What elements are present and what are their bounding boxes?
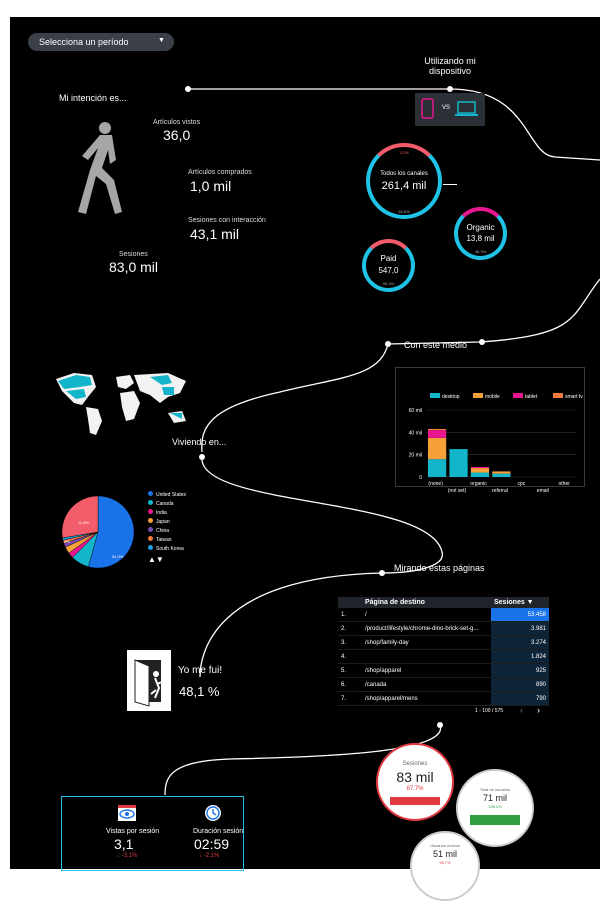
legend-swatch [148, 500, 153, 505]
row-index: 2. [338, 622, 362, 636]
row-sessions: 890 [491, 678, 549, 692]
legend-label: smart tv [565, 394, 583, 400]
total-users-pct: 135,0% [488, 804, 502, 809]
landing-pages-table [338, 597, 549, 715]
all-channels-pct-top: 3,2% [399, 150, 409, 155]
bar-mobile [492, 471, 510, 473]
legend-label: South Korea [156, 546, 184, 552]
session-duration-value: 02:59 [194, 836, 230, 852]
y-tick-label: 60 mil [408, 408, 422, 414]
period-dropdown[interactable] [28, 33, 174, 51]
legend-pager-buttons[interactable]: ▲▼ [148, 555, 164, 564]
sessions-circle-value: 83 mil [396, 769, 434, 785]
legend-item [148, 536, 186, 545]
medium-chart-panel [395, 367, 585, 494]
eye-icon [118, 805, 136, 821]
y-tick-label: 0 [419, 475, 422, 481]
row-landing-page: /canada [362, 678, 491, 692]
legend-label: desktop [442, 394, 460, 400]
paid-value: 547,0 [378, 266, 399, 275]
exit-door-icon [127, 650, 171, 711]
device-vs-label: VS [442, 105, 451, 111]
row-sessions: 3.981 [491, 622, 549, 636]
pages-title: Mirando estas páginas [394, 563, 485, 573]
row-landing-page [362, 650, 491, 664]
bar-desktop [471, 473, 489, 477]
session-duration-label: Duración sesión [193, 828, 244, 835]
col-index [338, 597, 362, 608]
sessions-value: 83,0 mil [109, 259, 159, 275]
y-tick-label: 40 mil [408, 430, 422, 437]
pie-label-other: 11,6% [78, 520, 90, 525]
bar-tablet [471, 467, 489, 468]
intent-title: Mi intención es... [59, 93, 127, 103]
pie-label-main: 54,3% [112, 554, 124, 559]
organic-circle [454, 207, 507, 260]
row-landing-page: / [362, 608, 491, 622]
new-users-label: Usuarios nuevos [430, 843, 460, 848]
row-index: 1. [338, 608, 362, 622]
organic-value: 13,8 mil [466, 234, 495, 243]
x-tick-label: email [536, 488, 549, 494]
row-sessions: 53.458 [491, 608, 549, 622]
top-strip [0, 0, 610, 17]
legend-swatch [148, 491, 153, 496]
row-sessions: 1.824 [491, 650, 549, 664]
organic-pct: 48,3% [474, 249, 487, 254]
pagination-range: 1 - 100 / 575 [475, 708, 504, 714]
device-title-line1: Utilizando mi [424, 56, 476, 66]
legend-item [148, 545, 186, 554]
medium-bar-chart [396, 368, 584, 494]
new-users-circle [410, 831, 480, 901]
row-index: 7. [338, 692, 362, 706]
sessions-circle-pct: 87,7% [406, 786, 424, 792]
device-compare-card [415, 93, 485, 126]
legend-swatch [473, 393, 483, 398]
pie-label-small: 5% [64, 539, 70, 544]
all-channels-pct-bottom: 63,6% [398, 209, 410, 214]
table-row[interactable] [338, 692, 549, 706]
world-map [50, 367, 200, 439]
engagement-kpi-box [61, 796, 244, 871]
sessions-progress-bar [390, 797, 440, 805]
row-index: 6. [338, 678, 362, 692]
new-users-value: 51 mil [432, 849, 457, 859]
legend-label: Canada [156, 501, 174, 507]
prev-page-button[interactable]: ‹ [520, 705, 523, 715]
sessions-label: Sesiones [119, 251, 148, 258]
location-title: Viviendo en... [172, 437, 227, 447]
paid-circle [362, 239, 415, 292]
medium-title: Con este medio [404, 340, 468, 350]
legend-label: Taiwan [156, 537, 172, 543]
bar-desktop [428, 459, 446, 477]
legend-swatch [553, 393, 563, 398]
all-channels-circle [366, 143, 442, 219]
legend-swatch [430, 393, 440, 398]
row-sessions: 3.274 [491, 636, 549, 650]
exit-door-card [127, 650, 171, 711]
x-tick-label: organic [470, 481, 487, 487]
articles-bought-label: Artículos comprados [188, 169, 252, 176]
bar-mobile [428, 438, 446, 459]
row-index: 5. [338, 664, 362, 678]
total-users-progress-bar [470, 815, 520, 825]
table-row[interactable] [338, 650, 549, 664]
exit-title: Yo me fui! [178, 665, 223, 676]
dashboard-canvas [10, 17, 600, 869]
table-row[interactable] [338, 622, 549, 636]
row-index: 3. [338, 636, 362, 650]
legend-swatch [148, 518, 153, 523]
articles-viewed-label: Artículos vistos [153, 119, 201, 126]
table-row[interactable] [338, 678, 549, 692]
row-landing-page: /shop/family-day [362, 636, 491, 650]
engaged-sessions-value: 43,1 mil [190, 226, 240, 242]
x-tick-label: (none) [428, 481, 443, 487]
table-row[interactable] [338, 636, 549, 650]
articles-viewed-value: 36,0 [163, 127, 191, 143]
bar-mobile [471, 468, 489, 472]
paid-label: Paid [380, 254, 397, 263]
legend-item [148, 527, 186, 536]
all-channels-label: Todos los canales [380, 171, 428, 177]
country-legend [148, 491, 186, 564]
col-sessions-sort[interactable]: Sesiones ▼ [491, 597, 549, 608]
legend-label: mobile [485, 394, 500, 400]
y-tick-label: 20 mil [408, 452, 422, 459]
organic-label: Organic [466, 223, 495, 232]
pie-slice [62, 496, 98, 538]
paid-pct: 95,3% [382, 281, 395, 286]
device-title-line2: dispositivo [428, 66, 472, 76]
legend-item [148, 509, 186, 518]
legend-item [148, 518, 186, 527]
chevron-down-icon: ▼ [158, 37, 165, 44]
table-row[interactable] [338, 664, 549, 678]
row-landing-page: /shop/apparel/mens [362, 692, 491, 706]
legend-item [148, 491, 186, 500]
x-tick-label: other [558, 481, 570, 487]
views-per-session-value: 3,1 [114, 836, 134, 852]
bar-desktop [492, 474, 510, 477]
period-dropdown-label: Selecciona un período [39, 37, 129, 47]
legend-swatch [148, 545, 153, 550]
new-users-pct: 95,7% [439, 860, 451, 865]
sessions-circle [376, 743, 454, 821]
legend-label: China [156, 528, 170, 534]
engaged-sessions-label: Sesiones con interacción [188, 217, 266, 224]
legend-label: India [156, 510, 167, 516]
views-per-session-delta: ↓ -3,1% [117, 853, 138, 859]
legend-swatch [148, 536, 153, 541]
row-landing-page: /shop/apparel [362, 664, 491, 678]
legend-item [148, 500, 186, 509]
exit-rate-value: 48,1 % [179, 684, 220, 699]
x-tick-label: (not set) [447, 488, 467, 494]
session-duration-delta: ↓ -2,1% [199, 853, 220, 859]
bar-desktop [449, 449, 467, 477]
total-users-circle [456, 769, 534, 847]
bar-tablet [428, 430, 446, 438]
clock-icon [204, 804, 222, 822]
legend-swatch [148, 509, 153, 514]
next-page-button[interactable]: › [537, 705, 540, 715]
legend-label: United States [156, 492, 187, 498]
legend-label: Japan [156, 519, 170, 525]
x-tick-label: referral [492, 488, 508, 494]
legend-swatch [513, 393, 523, 398]
walking-person-icon [72, 120, 142, 218]
total-users-value: 71 mil [482, 793, 507, 803]
views-per-session-label: Vistas por sesión [106, 828, 160, 835]
col-landing-page[interactable]: Página de destino [362, 597, 491, 608]
device-title [415, 56, 485, 76]
bar-smart-tv [428, 429, 446, 430]
row-index: 4. [338, 650, 362, 664]
row-landing-page: /product/lifestyle/chrome-dino-brick-set-g... [362, 622, 491, 636]
all-channels-value: 261,4 mil [381, 180, 427, 192]
legend-label: tablet [525, 394, 538, 400]
country-pie-chart [58, 492, 138, 572]
x-tick-label: cpc [517, 481, 526, 487]
total-users-label: Total de usuarios [479, 787, 511, 792]
channel-link [443, 184, 457, 185]
table-row[interactable] [338, 608, 549, 622]
row-sessions: 790 [491, 692, 549, 706]
row-sessions: 925 [491, 664, 549, 678]
articles-bought-value: 1,0 mil [190, 178, 232, 194]
legend-swatch [148, 527, 153, 532]
sessions-circle-label: Sesiones [402, 761, 428, 767]
